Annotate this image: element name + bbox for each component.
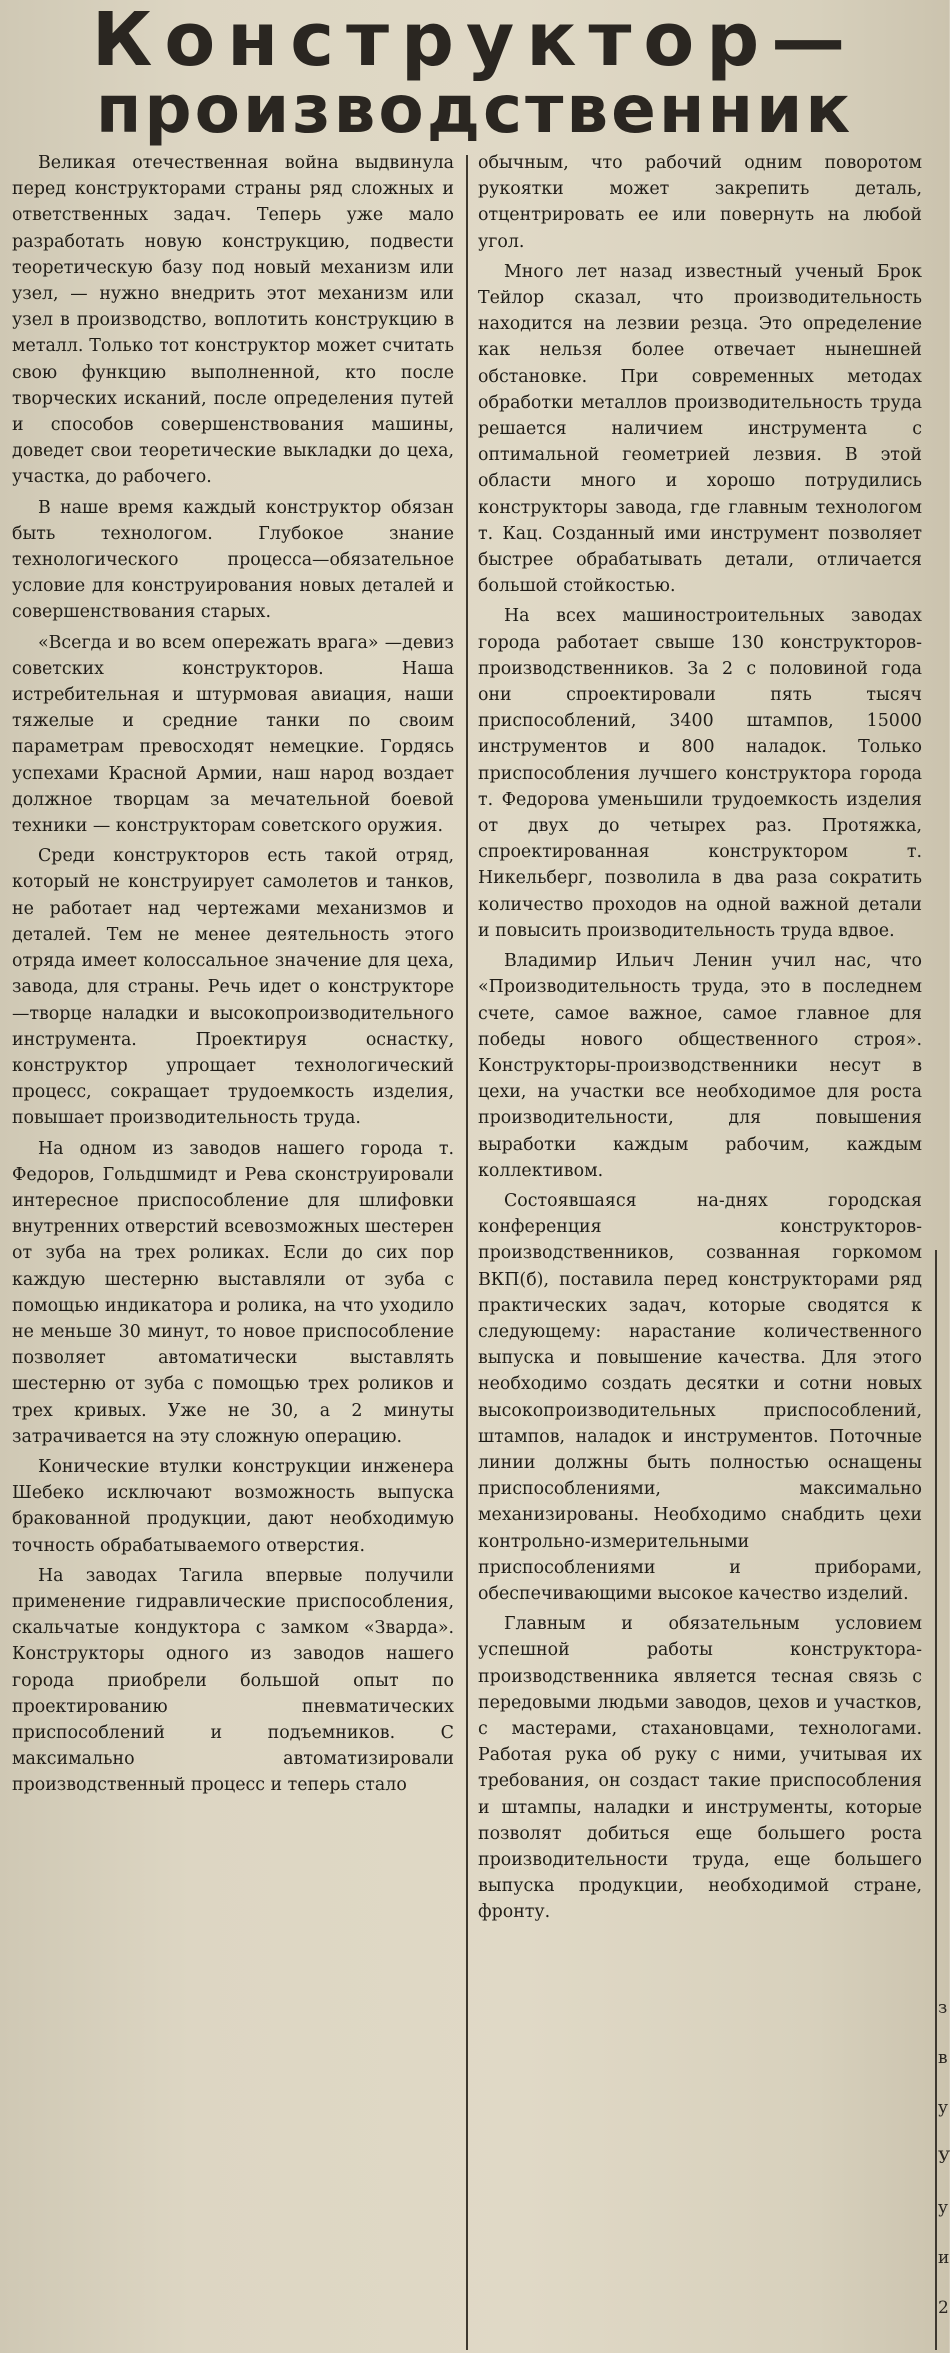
paragraph: Конические втулки конструкции инженера Шебеко исключают возможность выпуска бракованной продукции, дают необходимую точность обрабатываемого отверстия.: [12, 1456, 454, 1556]
column-divider: [466, 155, 468, 2350]
edge-fragment: з: [938, 1998, 948, 2018]
paragraph: Среди конструкторов есть такой отряд, который не конструирует самолетов и танков, не работает над чертежами механизмов и деталей. Тем не менее деятельность этого отряда имеет колоссальное значение для цеха, завода, для страны. Речь идет о конструкторе —творце наладки и высокопроизводительного инструмента. Проектируя оснастку, конструктор упрощает технологический процесс, сокращает трудоемкость изделия, повышает производительность труда.: [12, 846, 454, 1129]
article-headline: [0, 0, 949, 150]
paragraph: В наше время каждый конструктор обязан быть технологом. Глубокое знание технологического процесса—обязательное условие для конструирования новых деталей и совершенствования старых.: [12, 497, 454, 623]
edge-fragment: у: [938, 2098, 949, 2118]
paragraph: обычным, что рабочий одним поворотом рукоятки может закрепить деталь, отцентрировать ее или повернуть на любой угол.: [478, 153, 922, 252]
paragraph: Много лет назад известный ученый Брок Тейлор сказал, что производительность находится на лезвии резца. Это определение как нельзя более отвечает нынешней обстановке. При современных методах обработки металлов производительность труда решается наличием инструмента с оптимальной геометрией лезвия. В этой области много и хорошо потрудились конструкторы завода, где главным технологом т. Кац. Созданный ими инструмент позволяет быстрее обрабатывать детали, отличается большой стойкостью.: [478, 261, 922, 597]
paragraph: На всех машиностроительных заводах города работает свыше 130 конструкторов-производственников. За 2 с половиной года они спроектировали пять тысяч приспособлений, 3400 штампов, 15000 инструментов и 800 наладок. Только приспособления лучшего конструктора города т. Федорова уменьшили трудоемкость изделия от двух до четырех раз. Протяжка, спроектированная конструктором т. Никельберг, позволила в два раза сократить количество проходов на одной важной детали и повысить производительность труда вдвое.: [478, 606, 922, 941]
edge-fragment: у: [938, 2198, 949, 2218]
article-column-right: [478, 150, 922, 2350]
paragraph: Великая отечественная война выдвинула перед конструкторами страны ряд сложных и ответственных задач. Теперь уже мало разработать новую конструкцию, подвести теоретическую базу под новый механизм или узел, — нужно внедрить этот механизм или узел в производство, воплотить конструкцию в металл. Только тот конструктор может считать свою функцию выполненной, кто после творческих исканий, после определения путей и способов совершенствования машины, доведет свои теоретические выкладки до цеха, участка, до рабочего.: [12, 153, 454, 488]
article-column-left: [12, 150, 454, 2350]
paragraph: На заводах Тагила впервые получили применение гидравлические приспособления, скальчатые кондуктора с замком «Зварда». Конструкторы одного из заводов нашего города приобрели большой опыт по проектированию пневматических приспособлений и подъемников. С максимально автоматизировали производственный процесс и теперь стало: [12, 1565, 454, 1796]
edge-fragment: У: [938, 2148, 950, 2168]
headline-line-1: Конструктор—: [91, 0, 858, 83]
paragraph: «Всегда и во всем опережать врага» —девиз советских конструкторов. Наша истребительная и штурмовая авиация, наши тяжелые и средние танки по своим параметрам превосходят немецкие. Гордясь успехами Красной Армии, наш народ воздает должное творцам за мечательной боевой техники — конструкторам советского оружия.: [12, 632, 454, 837]
headline-line-2: производственник: [95, 71, 854, 148]
right-edge-divider: [935, 1250, 937, 2350]
paragraph: На одном из заводов нашего города т. Федоров, Гольдшмидт и Рева сконструировали интересное приспособление для шлифовки внутренних отверстий всевозможных шестерен от зуба на трех роликах. Если до сих пор каждую шестерню выставляли от зуба с помощью индикатора и ролика, на что уходило не меньше 30 минут, то новое приспособление позволяет автоматически выставлять шестерню от зуба с помощью трех роликов и трех кривых. Уже не 30, а 2 минуты затрачивается на эту сложную операцию.: [12, 1138, 454, 1447]
paragraph: Состоявшаяся на-днях городская конференция конструкторов-производственников, созванная горкомом ВКП(б), поставила перед конструкторами ряд практических задач, которые сводятся к следующему: нарастание количественного выпуска и повышение качества. Для этого необходимо создать десятки и сотни новых высокопроизводительных приспособлений, штампов, наладок и инструментов. Поточные линии должны быть полностью оснащены приспособлениями, максимально механизированы. Необходимо снабдить цехи контрольно-измерительными приспособлениями и приборами, обеспечивающими высокое качество изделий.: [478, 1190, 922, 1604]
paragraph: Владимир Ильич Ленин учил нас, что «Производительность труда, это в последнем счете, самое важное, самое главное для победы нового общественного строя». Конструкторы-производственники несут в цехи, на участки все необходимое для роста производительности, для повышения выработки каждым рабочим, каждым коллективом.: [478, 951, 922, 1181]
edge-fragment: в: [938, 2048, 948, 2068]
paragraph: Главным и обязательным условием успешной работы конструктора-производственника является тесная связь с передовыми людьми заводов, цехов и участков, с мастерами, стахановцами, технологами. Работая рука об руку с ними, учитывая их требования, он создаст такие приспособления и штампы, наладки и инструменты, которые позволят добиться еще большего роста производительности труда, еще большего выпуска продукции, необходимой стране, фронту.: [478, 1614, 922, 1923]
edge-fragment: 2: [938, 2298, 949, 2318]
edge-fragment: и: [938, 2248, 950, 2268]
